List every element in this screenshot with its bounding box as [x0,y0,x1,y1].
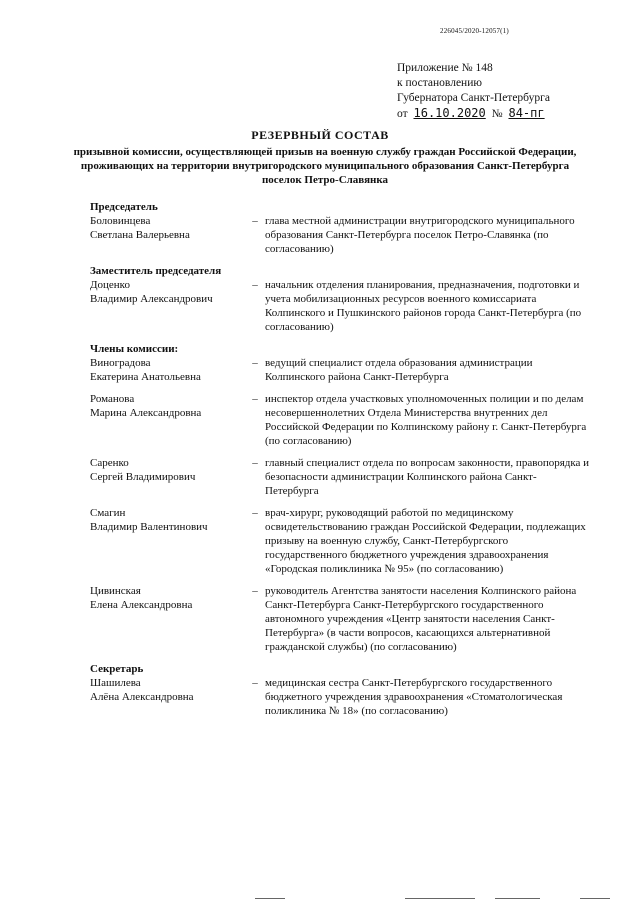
separator-dash: – [252,279,258,291]
member-row [90,278,590,334]
separator-dash: – [252,215,258,227]
member-position: руководитель Агентства занятости населения Колпинского района Санкт-Петербурга Санкт-Петербургского государственного автономного учреждения «Центр занятости населения Санкт-Петербурга» (в части вопросов, касающихся альтернативной гражданской службы) (по согласованию) [265,585,577,653]
appendix-block [397,61,550,122]
commission-list [90,200,590,726]
member-position: инспектор отдела участковых уполномоченных полиции и по делам несовершеннолетних Отдела Министерства внутренних дел Российской Федерации по Колпинскому району г. Санкт-Петербурга (по согласованию) [265,393,587,447]
section [90,662,590,718]
member-row [90,392,590,448]
member-name [90,676,245,718]
handwritten-number: 84-пг [508,106,545,120]
member-surname: Боловинцева [90,215,151,227]
member-surname: Саренко [90,457,129,469]
member-name [90,456,245,498]
handwritten-date: 16.10.2020 [413,106,486,120]
member-row [90,584,590,654]
separator-dash: – [252,677,258,689]
appendix-number: Приложение № 148 [397,62,493,74]
appendix-ref: к постановлению [397,77,482,89]
member-position: главный специалист отдела по вопросам законности, правопорядка и безопасности администрации Колпинского района Санкт-Петербурга [265,457,590,497]
scan-artifacts [0,898,640,901]
member-given-names: Сергей Владимирович [90,471,196,483]
member-name [90,584,245,654]
appendix-issuer: Губернатора Санкт-Петербурга [397,92,550,104]
member-name [90,392,245,448]
section [90,200,590,256]
member-row [90,456,590,498]
role-heading: Председатель [90,201,158,213]
section [90,342,590,654]
member-position: врач-хирург, руководящий работой по медицинскому освидетельствованию граждан Российской Федерации, подлежащих призыву на военную службу, Санкт-Петербургского государственного бюджетного учреждения здравоохранения «Городская поликлиника № 95» (по согласованию) [265,507,586,575]
member-given-names: Елена Александровна [90,599,193,611]
member-surname: Доценко [90,279,130,291]
member-surname: Виноградова [90,357,151,369]
member-position: медицинская сестра Санкт-Петербургского государственного бюджетного учреждения здравоохранения «Стоматологическая поликлиника № 18» (по согласованию) [265,677,563,717]
member-position: глава местной администрации внутригородского муниципального образования Санкт-Петербурга поселок Петро-Славянка (по согласованию) [265,215,575,255]
appendix-date-line [397,106,550,122]
member-given-names: Алёна Александровна [90,691,194,703]
member-surname: Смагин [90,507,126,519]
member-row [90,356,590,384]
member-surname: Шашилева [90,677,141,689]
role-heading: Заместитель председателя [90,265,222,277]
separator-dash: – [252,393,258,405]
member-name [90,278,245,334]
document-subtitle: призывной комиссии, осуществляющей призыв на военную службу граждан Российской Федерации, проживающих на территории внутригородского муниципального образования Санкт-Петербурга поселок Петро-Славянка [73,146,577,186]
member-name [90,506,245,576]
date-prefix: от [397,108,408,120]
member-surname: Романова [90,393,135,405]
role-heading: Члены комиссии: [90,343,179,355]
member-given-names: Екатерина Анатольевна [90,371,201,383]
document-title: РЕЗЕРВНЫЙ СОСТАВ [251,128,389,142]
member-row [90,506,590,576]
section [90,264,590,334]
member-given-names: Марина Александровна [90,407,202,419]
member-row [90,676,590,718]
separator-dash: – [252,585,258,597]
member-given-names: Светлана Валерьевна [90,229,190,241]
member-name [90,214,245,256]
separator-dash: – [252,507,258,519]
separator-dash: – [252,457,258,469]
member-name [90,356,245,384]
member-surname: Цивинская [90,585,141,597]
member-given-names: Владимир Валентинович [90,521,208,533]
role-heading: Секретарь [90,663,144,675]
number-sign: № [491,108,503,120]
member-row [90,214,590,256]
member-given-names: Владимир Александрович [90,293,213,305]
separator-dash: – [252,357,258,369]
document-id: 226045/2020-12057(1) [440,27,509,35]
member-position: ведущий специалист отдела образования администрации Колпинского района Санкт-Петербурга [265,357,533,383]
member-position: начальник отделения планирования, предназначения, подготовки и учета мобилизационных ресурсов военного комиссариата Колпинского и Пушкинского районов города Санкт-Петербурга (по согласованию) [265,279,582,333]
